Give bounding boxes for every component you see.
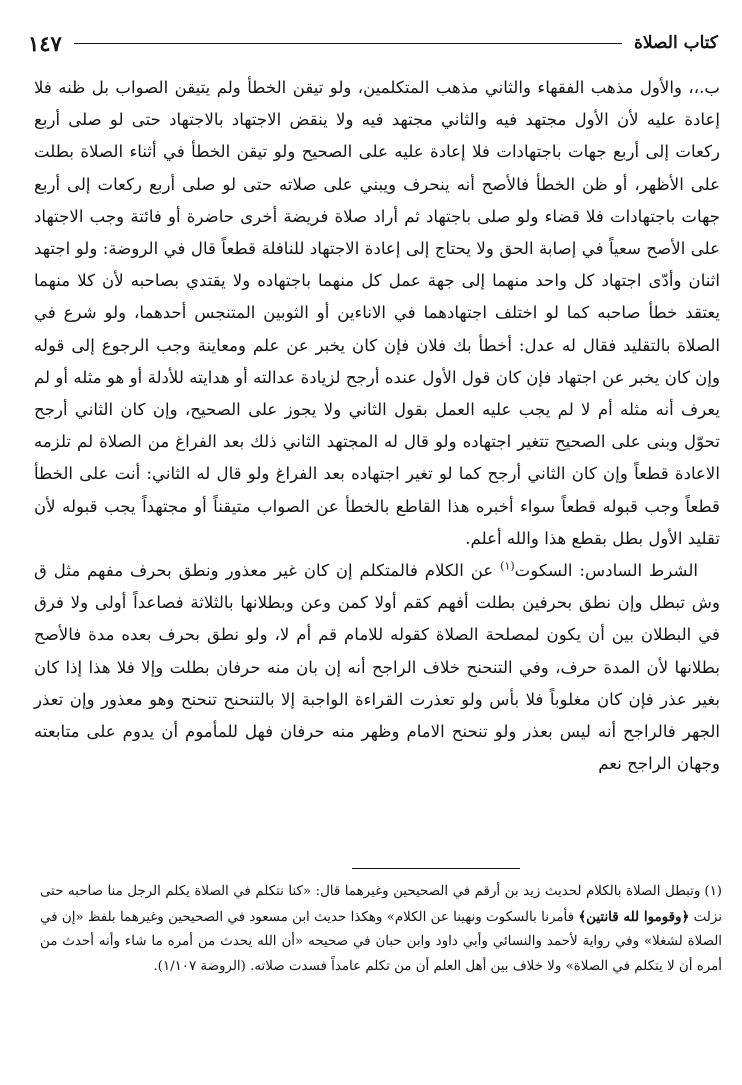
- footnote-separator: [352, 868, 520, 869]
- footnote-text-2: فأمرنا بالسكوت ونهينا عن الكلام» وهكذا حديث ابن مسعود في الصحيحين وغيرهما بلفظ «إن في الصلاة لشغلا» وفي رواية لأحمد والنسائي وأبي داود وابن حبان في صحيحه «أن الله يحدث من أمره ما شاء وأنه أحدث من أمره أن لا يتكلم في الصلاة» ولا خلاف بين أهل العلم أن من تكلم عامداً فسدت صلاته. (الروضة ١/١٠٧).: [40, 909, 722, 974]
- paragraph-1: ب.،، والأول مذهب الفقهاء والثاني مذهب المتكلمين، ولو تيقن الخطأ ولم يتيقن الصواب بل ظنه فلا إعادة عليه لأن الأول مجتهد فيه والثاني مجتهد فيه ولا ينقض الاجتهاد بالاجتهاد حتى لو صلى أربع ركعات إلى أربع جهات باجتهادات فلا إعادة عليه على الصحيح ولو تيقن الخطأ في أثناء الصلاة بطلت على الأظهر، أو ظن الخطأ فالأصح أنه ينحرف ويبني على صلاته حتى لو صلى أربع ركعات إلى أربع جهات باجتهادات فلا قضاء ولو صلى باجتهاد ثم أراد صلاة فريضة أخرى حاضرة أو فائتة وجب الاجتهاد على الأصح سعياً في إصابة الحق ولا يحتاج إلى إعادة الاجتهاد للنافلة قطعاً قال في الروضة: ولو اجتهد اثنان وأدّى اجتهاد كل واحد منهما إلى جهة عمل كل منهما باجتهاده ولا يقتدي بصاحبه لأن كلا منهما يعتقد خطأ صاحبه كما لو اختلف اجتهادهما في الاناءين أو الثوبين المتنجس أحدهما، ولو شرع في الصلاة بالتقليد فقال له عدل: أخطأ بك فلان فإن كان يخبر عن علم ومعاينة وجب الرجوع إلى قوله وإن كان يخبر عن اجتهاد فإن كان قول الأول عنده أرجح لزيادة عدالته أو هدايته للأدلة أو هو مثله أو لم يعرف أنه مثله أم لا لم يجب عليه العمل بقول الثاني ولا يجوز على الصحيح، وإن كان الثاني أرجح تحوّل وبنى على الصحيح تتغير اجتهاده ولو قال له المجتهد الثاني ذلك بعد الفراغ من الصلاة لم تلزمه الاعادة قطعاً وإن كان الثاني أرجح كما لو تغير اجتهاده بعد الفراغ ولو قال له الثاني: أنت على الخطأ قطعاً وجب قبوله قطعاً سواء أخبره هذا القاطع بالخطأ عن الصواب متيقناً أو مجتهداً يجب قبوله لأن تقليد الأول بطل بقطع هذا والله أعلم.: [34, 78, 721, 548]
- header-rule: [74, 43, 622, 44]
- page-number: ١٤٧: [28, 30, 62, 56]
- page-header: [28, 30, 718, 56]
- paragraph-2: [34, 555, 720, 780]
- footnote-number: (١): [704, 884, 722, 899]
- footnote-reference[interactable]: (١): [500, 559, 515, 573]
- paragraph-2-text: عن الكلام فالمتكلم إن كان غير معذور ونطق بحرف مفهم مثل ق وش تبطل وإن نطق بحرفين بطلت أفهم كقم أولا كمن وعن وبطلانها بالثلاثة فصاعداً أولى ولا فرق في البطلان بين أن يكون لمصلحة الصلاة كقوله للامام قم أم لا، ولو نطق بحرف بعده مدة فالأصح بطلانها لأن المدة حرف، وفي التنحنح خلاف الراجح أنه إن بان منه حرفان بطلت وإلا فلا هذا إذا كان بغير عذر فإن كان مغلوباً فلا بأس ولو تعذرت القراءة الواجبة إلا بالتنحنح تنحنح وهو معذور وإن تعذر الجهر فالراجح أنه ليس بعذر ولو تنحنح الامام وظهر منه حرفان فهل للمأموم أن يدوم على متابعته وجهان الراجح نعم: [34, 561, 720, 774]
- main-text: [34, 72, 720, 780]
- running-head: كتاب الصلاة: [633, 33, 718, 53]
- footnote: [40, 880, 722, 979]
- footnote-text-1: وتبطل الصلاة بالكلام لحديث زيد بن أرقم في الصحيحين وغيرهما قال: «كنا نتكلم في الصلاة يكلم الرجل منا صاحبه حتى نزلت: [40, 884, 722, 925]
- condition-heading: الشرط السادس: السكوت: [514, 561, 699, 581]
- quran-verse: ﴿وقوموا لله قانتين﴾: [578, 908, 690, 925]
